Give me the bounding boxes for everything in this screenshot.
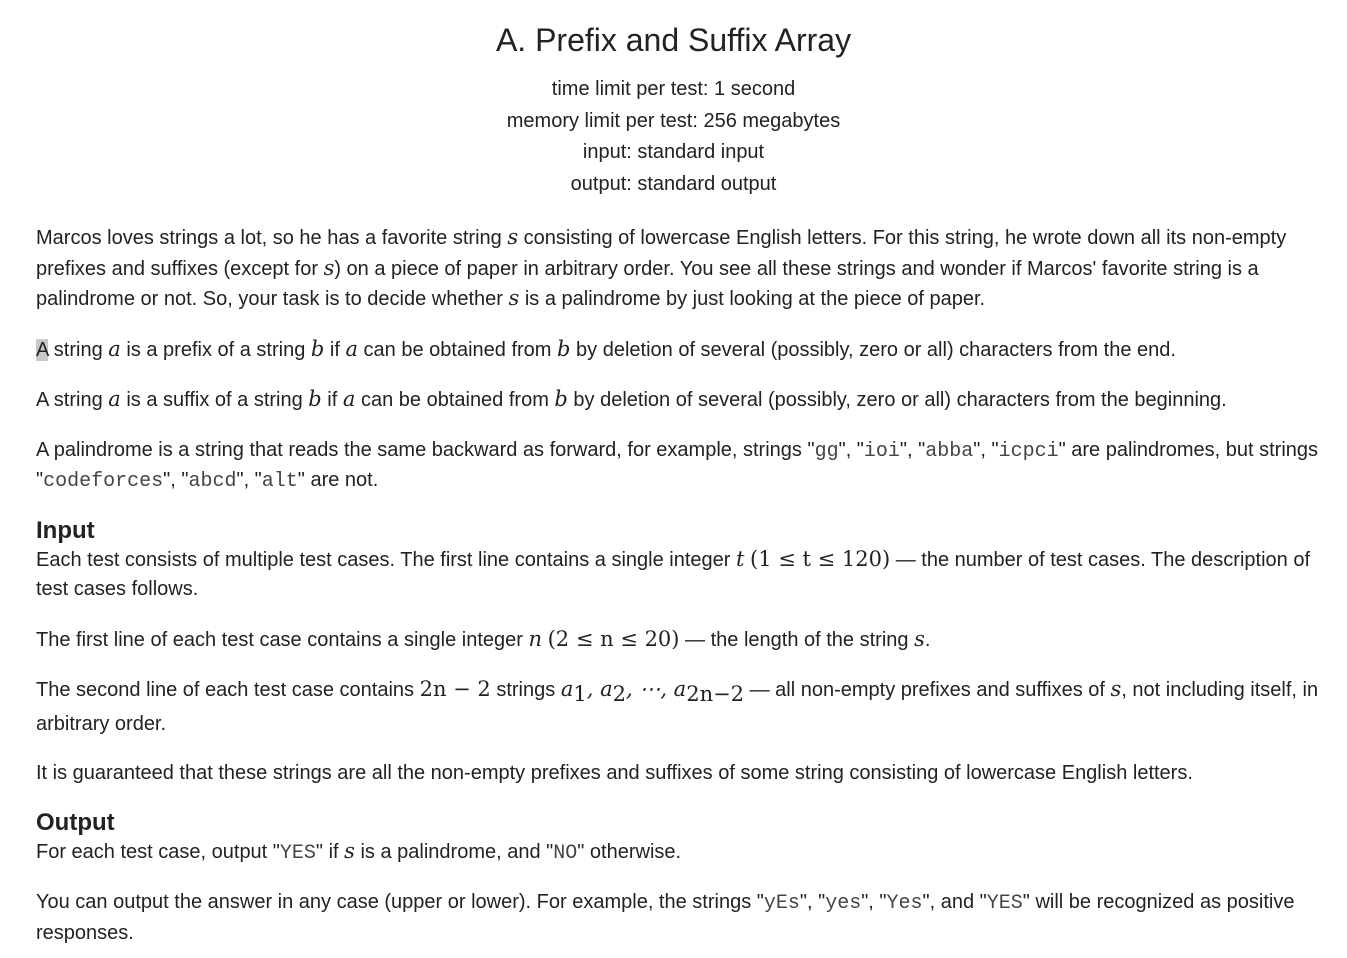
text: " are palindromes, but strings ": [36, 438, 1319, 491]
text: can be obtained from: [358, 338, 558, 361]
input-specification: [36, 517, 1335, 789]
problem-statement: [0, 223, 1347, 948]
code-example: NO: [553, 841, 578, 865]
math-s: s: [323, 255, 335, 280]
code-example: ioi: [863, 439, 900, 463]
input-paragraph-3: [36, 675, 1335, 739]
output-section-title: Output: [36, 808, 115, 836]
text: is a palindrome by just looking at the piece of paper.: [519, 288, 986, 310]
text: — the length of the string: [679, 628, 915, 651]
math-s: s: [508, 286, 520, 310]
text: " otherwise.: [577, 840, 682, 863]
math-n: n: [528, 626, 543, 651]
math-count: 2n − 2: [419, 677, 491, 701]
code-example: yes: [825, 892, 862, 915]
text: by deletion of several (possibly, zero or all) characters from the end.: [570, 338, 1176, 361]
text: For each test case, output ": [36, 840, 280, 863]
output-paragraph-1: [36, 837, 1335, 869]
code-example: abcd: [188, 470, 237, 493]
subscript: 2: [612, 682, 626, 706]
time-limit: time limit per test: 1 second: [551, 78, 796, 100]
math-a: a: [345, 336, 358, 361]
text: ", ": [799, 891, 826, 913]
text: The second line of each test case contains: [36, 679, 420, 701]
text: — the number of test cases. The description of test cases follows.: [36, 548, 1311, 600]
math-a: a: [108, 387, 121, 411]
math-constraint: (2 ≤ n ≤ 20): [547, 626, 680, 651]
prefix-definition: [36, 335, 1335, 366]
code-example: icpci: [998, 439, 1059, 463]
code-example: YES: [279, 841, 316, 865]
output-paragraph-2: [36, 888, 1335, 948]
text: Marcos loves strings a lot, so he has a favorite string: [36, 227, 508, 249]
text: if: [321, 389, 343, 411]
math-a: , ⋯, a: [625, 677, 687, 701]
output-specification: [36, 809, 1335, 949]
text: " are not.: [297, 469, 379, 491]
text: strings: [490, 679, 561, 701]
text: A string: [36, 389, 109, 411]
code-example: Yes: [886, 892, 923, 915]
math-a: , a: [586, 677, 613, 701]
text: A palindrome is a string that reads the same backward as forward, for example, strings ": [36, 438, 815, 461]
code-example: abba: [925, 439, 974, 463]
text: ", ": [899, 438, 926, 461]
input-section-title: Input: [36, 516, 95, 544]
statement-paragraph-1: [36, 223, 1335, 315]
input-file: input: standard input: [582, 141, 765, 163]
text: if: [324, 338, 346, 361]
text: ", ": [236, 469, 262, 491]
text: The first line of each test case contains a single integer: [36, 628, 529, 651]
math-a: a: [108, 336, 121, 361]
math-s: s: [1110, 677, 1122, 701]
suffix-definition: [36, 385, 1335, 416]
text: string: [48, 338, 109, 361]
memory-limit: memory limit per test: 256 megabytes: [506, 109, 841, 132]
math-b: b: [554, 387, 568, 411]
text: is a palindrome, and ": [354, 840, 554, 863]
output-file: output: standard output: [570, 172, 777, 195]
math-a: a: [560, 677, 574, 701]
math-t: t: [735, 546, 745, 571]
text: ", ": [163, 469, 189, 491]
text: — all non-empty prefixes and suffixes of: [744, 679, 1111, 701]
code-example: yEs: [763, 892, 800, 915]
text: by deletion of several (possibly, zero or all) characters from the beginning.: [567, 389, 1227, 411]
text: Each test consists of multiple test cases. The first line contains a single integer: [36, 548, 736, 571]
input-paragraph-2: [36, 625, 1335, 656]
math-a: a: [342, 387, 356, 411]
math-s: s: [507, 225, 519, 249]
text: is a suffix of a string: [120, 389, 309, 411]
text: " will be recognized as positive responses.: [36, 891, 1295, 944]
palindrome-definition: [36, 436, 1335, 497]
math-s: s: [344, 838, 355, 863]
text: ) on a piece of paper in arbitrary order. You see all these strings and wonder if Marcos' favorite string is a palindrome or not. So, your task is to decide whether: [36, 257, 1259, 310]
input-paragraph-1: [36, 545, 1335, 605]
text: You can output the answer in any case (upper or lower). For example, the strings ": [36, 891, 764, 913]
text: is a prefix of a string: [120, 338, 311, 361]
text: ", ": [861, 891, 887, 913]
text: ", ": [973, 438, 999, 461]
text: consisting of lowercase English letters. For this string, he wrote down all its non-empty prefixes and suffixes (except for: [36, 227, 1287, 280]
math-b: b: [308, 387, 322, 411]
input-paragraph-4: It is guaranteed that these strings are all the non-empty prefixes and suffixes of some string consisting of lowercase English letters.: [36, 762, 1193, 784]
text: , not including itself, in arbitrary order.: [36, 679, 1319, 735]
code-example: gg: [814, 439, 839, 463]
problem-header: [0, 0, 1347, 200]
text: " if: [315, 840, 345, 863]
subscript: 2n−2: [686, 682, 745, 706]
text: ", and ": [922, 891, 987, 913]
text: .: [924, 628, 931, 651]
code-example: YES: [986, 892, 1023, 915]
text: ", ": [838, 438, 864, 461]
math-constraint: (1 ≤ t ≤ 120): [750, 546, 891, 571]
subscript: 1: [573, 682, 587, 706]
code-example: alt: [261, 470, 298, 493]
math-s: s: [914, 626, 925, 651]
math-b: b: [557, 336, 571, 361]
highlighted-text: A: [36, 338, 49, 361]
text: can be obtained from: [355, 389, 555, 411]
code-example: codeforces: [43, 470, 164, 493]
problem-title: A. Prefix and Suffix Array: [495, 22, 852, 58]
math-b: b: [310, 336, 325, 361]
